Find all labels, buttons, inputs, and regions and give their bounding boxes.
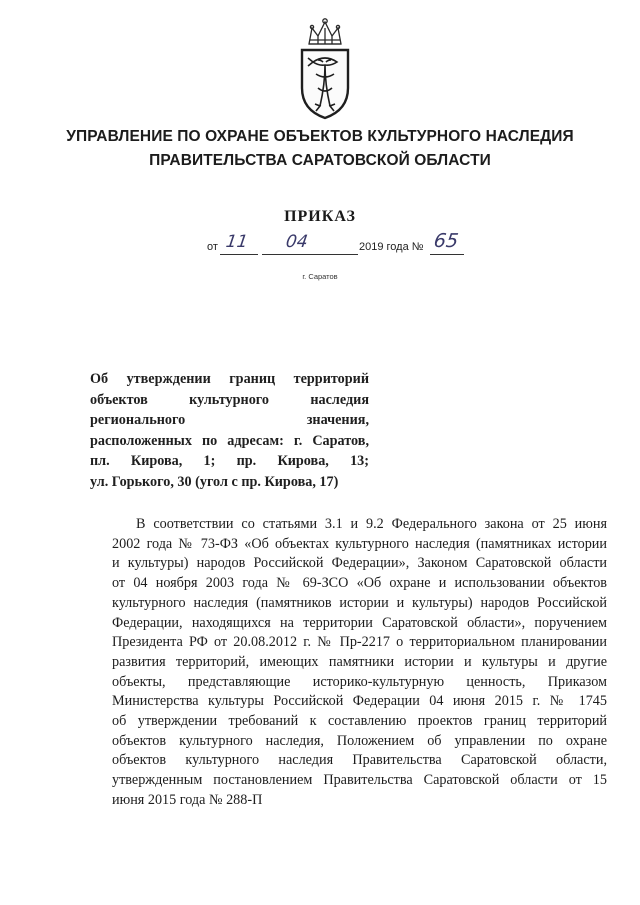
- city-label: г. Саратов: [302, 272, 338, 281]
- order-body-paragraph: [112, 515, 607, 811]
- subject-line: расположенных по адресам: г. Саратов,: [90, 432, 369, 449]
- body-line: Президента РФ от 20.08.2012 г. № Пр-2217 о территориальном планировании: [112, 634, 607, 651]
- subject-line: Об утверждении границ территорий: [90, 371, 369, 387]
- body-line: утвержденным постановлением Правительства Саратовской области от 15: [112, 772, 607, 789]
- subject-line: объектов культурного наследия: [90, 391, 369, 408]
- body-line: культурного наследия (памятников истории и культуры) народов Российской: [112, 594, 607, 611]
- subject-line: пл. Кирова, 1; пр. Кирова, 13;: [90, 453, 369, 470]
- body-line: В соответствии со статьями 3.1 и 9.2 Федерального закона от 25 июня: [136, 516, 607, 532]
- agency-name-line1: УПРАВЛЕНИЕ ПО ОХРАНЕ ОБЪЕКТОВ КУЛЬТУРНОГО НАСЛЕДИЯ: [66, 128, 574, 145]
- order-title: ПРИКАЗ: [284, 208, 356, 225]
- handwritten-day: 11: [224, 232, 250, 252]
- body-line: от 04 ноября 2003 года № 69-ЗСО «Об охране и использовании объектов: [112, 575, 607, 592]
- body-line: объектов культурного наследия Правительства Саратовской области,: [112, 752, 607, 769]
- body-line: 2002 года № 73-ФЗ «Об объектах культурного наследия (памятниках истории: [112, 535, 607, 552]
- body-line: объектов культурного наследия, Положением об управлении по охране: [112, 732, 607, 749]
- number-underline: [430, 254, 464, 255]
- body-line: июня 2015 года № 288-П: [112, 791, 263, 808]
- body-line: Федерации, находящихся на территории Саратовской области», поручением: [112, 614, 607, 631]
- order-subject: [90, 369, 369, 493]
- saratov-coat-of-arms-icon: [296, 14, 354, 124]
- subject-line: регионального значения,: [90, 412, 369, 429]
- body-line: об утверждении требований к составлению проектов границ территорий: [112, 713, 607, 730]
- date-from-label: от: [207, 241, 218, 253]
- agency-name-line2: ПРАВИТЕЛЬСТВА САРАТОВСКОЙ ОБЛАСТИ: [149, 152, 491, 169]
- handwritten-month: 04: [284, 232, 310, 252]
- body-line: Министерства культуры Российской Федерации 04 июня 2015 г. № 1745: [112, 693, 607, 710]
- year-label: 2019 года №: [359, 241, 424, 253]
- order-date-line: [0, 232, 640, 258]
- day-underline: [220, 254, 258, 255]
- subject-line: ул. Горького, 30 (угол с пр. Кирова, 17): [90, 473, 339, 490]
- month-underline: [262, 254, 358, 255]
- body-line: и культуры) народов Российской Федерации», Законом Саратовской области: [112, 555, 607, 572]
- body-line: развития территорий, имеющих памятники истории и культуры и другие: [112, 653, 607, 670]
- body-line: объекты, представляющие историко-культурную ценность, Приказом: [112, 673, 607, 690]
- handwritten-number: 65: [432, 230, 460, 252]
